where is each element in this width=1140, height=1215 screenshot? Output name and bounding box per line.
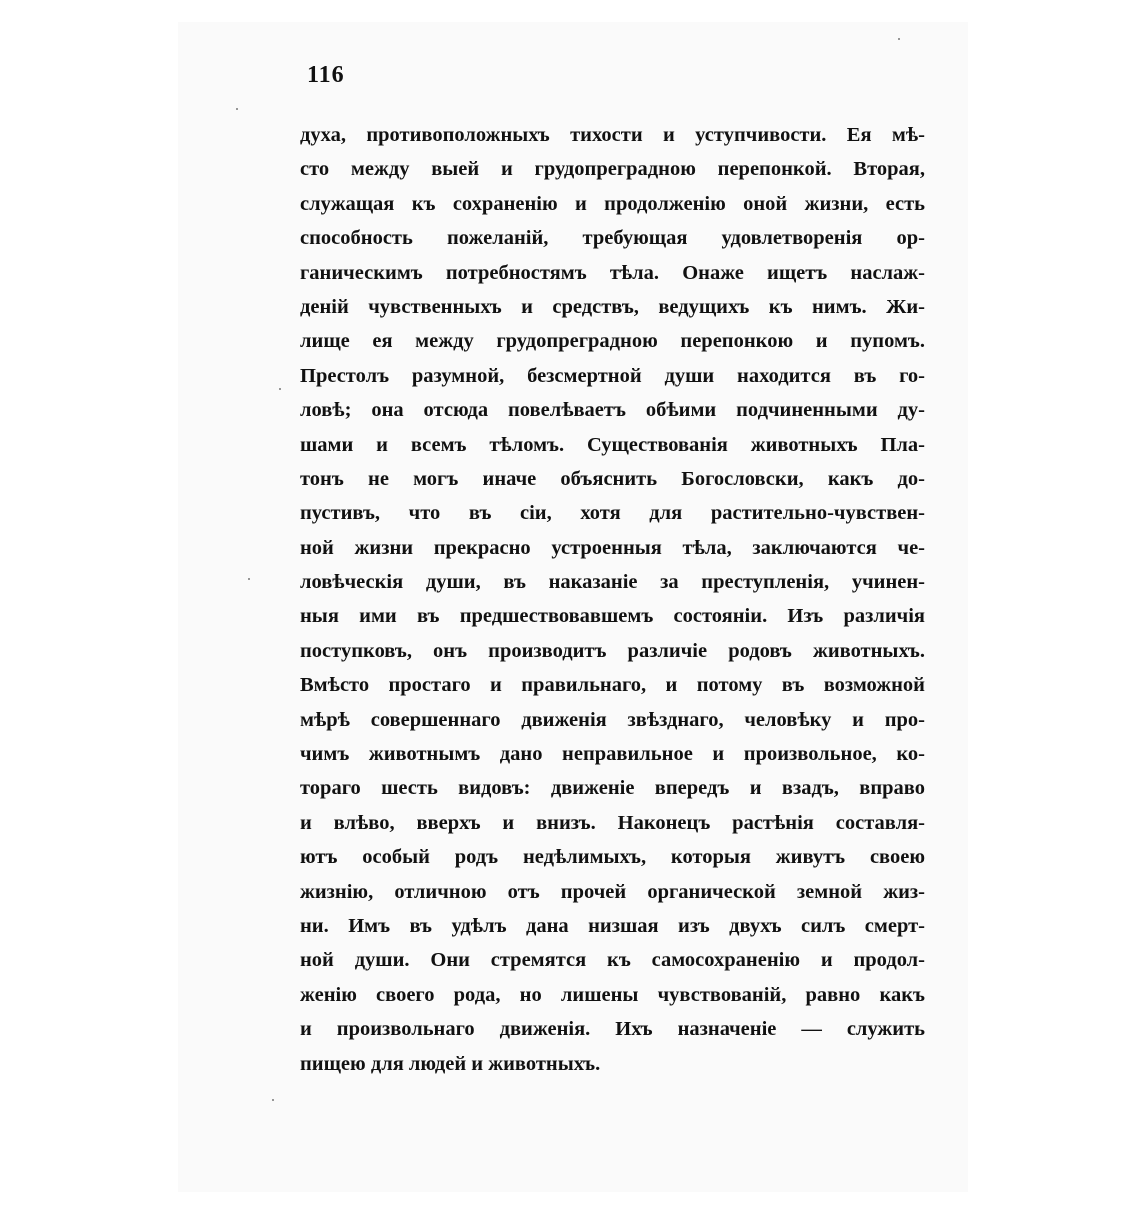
text-line: служащая къ сохраненію и продолженію оной жизни, есть xyxy=(300,192,925,215)
text-line: ни. Имъ въ удѣлъ дана низшая изъ двухъ силъ смерт- xyxy=(300,914,925,937)
scan-speck xyxy=(898,38,900,40)
text-line: способность пожеланій, требующая удовлетворенія ор- xyxy=(300,227,925,250)
text-line: ной души. Они стремятся къ самосохраненію и продол- xyxy=(300,949,925,972)
text-line: тонъ не могъ иначе объяснить Богословски, какъ до- xyxy=(300,467,925,490)
text-line: шами и всемъ тѣломъ. Существованія животныхъ Пла- xyxy=(300,433,925,456)
text-line: Престолъ разумной, безсмертной души находится въ го- xyxy=(300,364,925,387)
page-number: 116 xyxy=(307,62,345,88)
text-line: лище ея между грудопреградною перепонкою и пупомъ. xyxy=(300,330,925,353)
text-line: духа, противоположныхъ тихости и уступчивости. Ея мѣ- xyxy=(300,124,925,146)
text-line: ловѣческія души, въ наказаніе за преступленія, учинен- xyxy=(300,571,925,594)
scan-speck xyxy=(236,108,238,110)
text-line: ной жизни прекрасно устроенныя тѣла, заключаются че- xyxy=(300,536,925,559)
text-line: ютъ особый родъ недѣлимыхъ, которыя живутъ своею xyxy=(300,846,925,869)
text-line: ловѣ; она отсюда повелѣваетъ обѣими подчиненными ду- xyxy=(300,399,925,422)
text-line: сто между выей и грудопреградною перепонкой. Вторая, xyxy=(300,158,925,181)
text-line: поступковъ, онъ производитъ различіе родовъ животныхъ. xyxy=(300,639,925,662)
text-line: Вмѣсто простаго и правильнаго, и потому въ возможной xyxy=(300,674,925,697)
text-line: чимъ животнымъ дано неправильное и произвольное, ко- xyxy=(300,743,925,766)
text-line: ныя ими въ предшествовавшемъ состояніи. Изъ различія xyxy=(300,605,925,628)
text-line: тораго шесть видовъ: движеніе впередъ и взадъ, вправо xyxy=(300,777,925,800)
text-line: женію своего рода, но лишены чувствованій, равно какъ xyxy=(300,983,925,1006)
scan-speck xyxy=(248,578,250,580)
scan-speck xyxy=(272,1099,274,1101)
scan-speck xyxy=(279,388,281,390)
text-line: мѣрѣ совершеннаго движенія звѣзднаго, человѣку и про- xyxy=(300,708,925,731)
text-line: жизнію, отличною отъ прочей органической земной жиз- xyxy=(300,880,925,903)
text-line: и влѣво, вверхъ и внизъ. Наконецъ растѣнія составля- xyxy=(300,811,925,834)
text-line: ганическимъ потребностямъ тѣла. Онаже ищетъ наслаж- xyxy=(300,261,925,284)
text-line: пустивъ, что въ сіи, хотя для растительно-чувствен- xyxy=(300,502,925,525)
text-line: деній чувственныхъ и средствъ, ведущихъ къ нимъ. Жи- xyxy=(300,295,925,318)
text-line: пищею для людей и животныхъ. xyxy=(300,1052,601,1075)
body-text xyxy=(300,118,925,1081)
text-line: и произвольнаго движенія. Ихъ назначеніе — служить xyxy=(300,1018,925,1041)
